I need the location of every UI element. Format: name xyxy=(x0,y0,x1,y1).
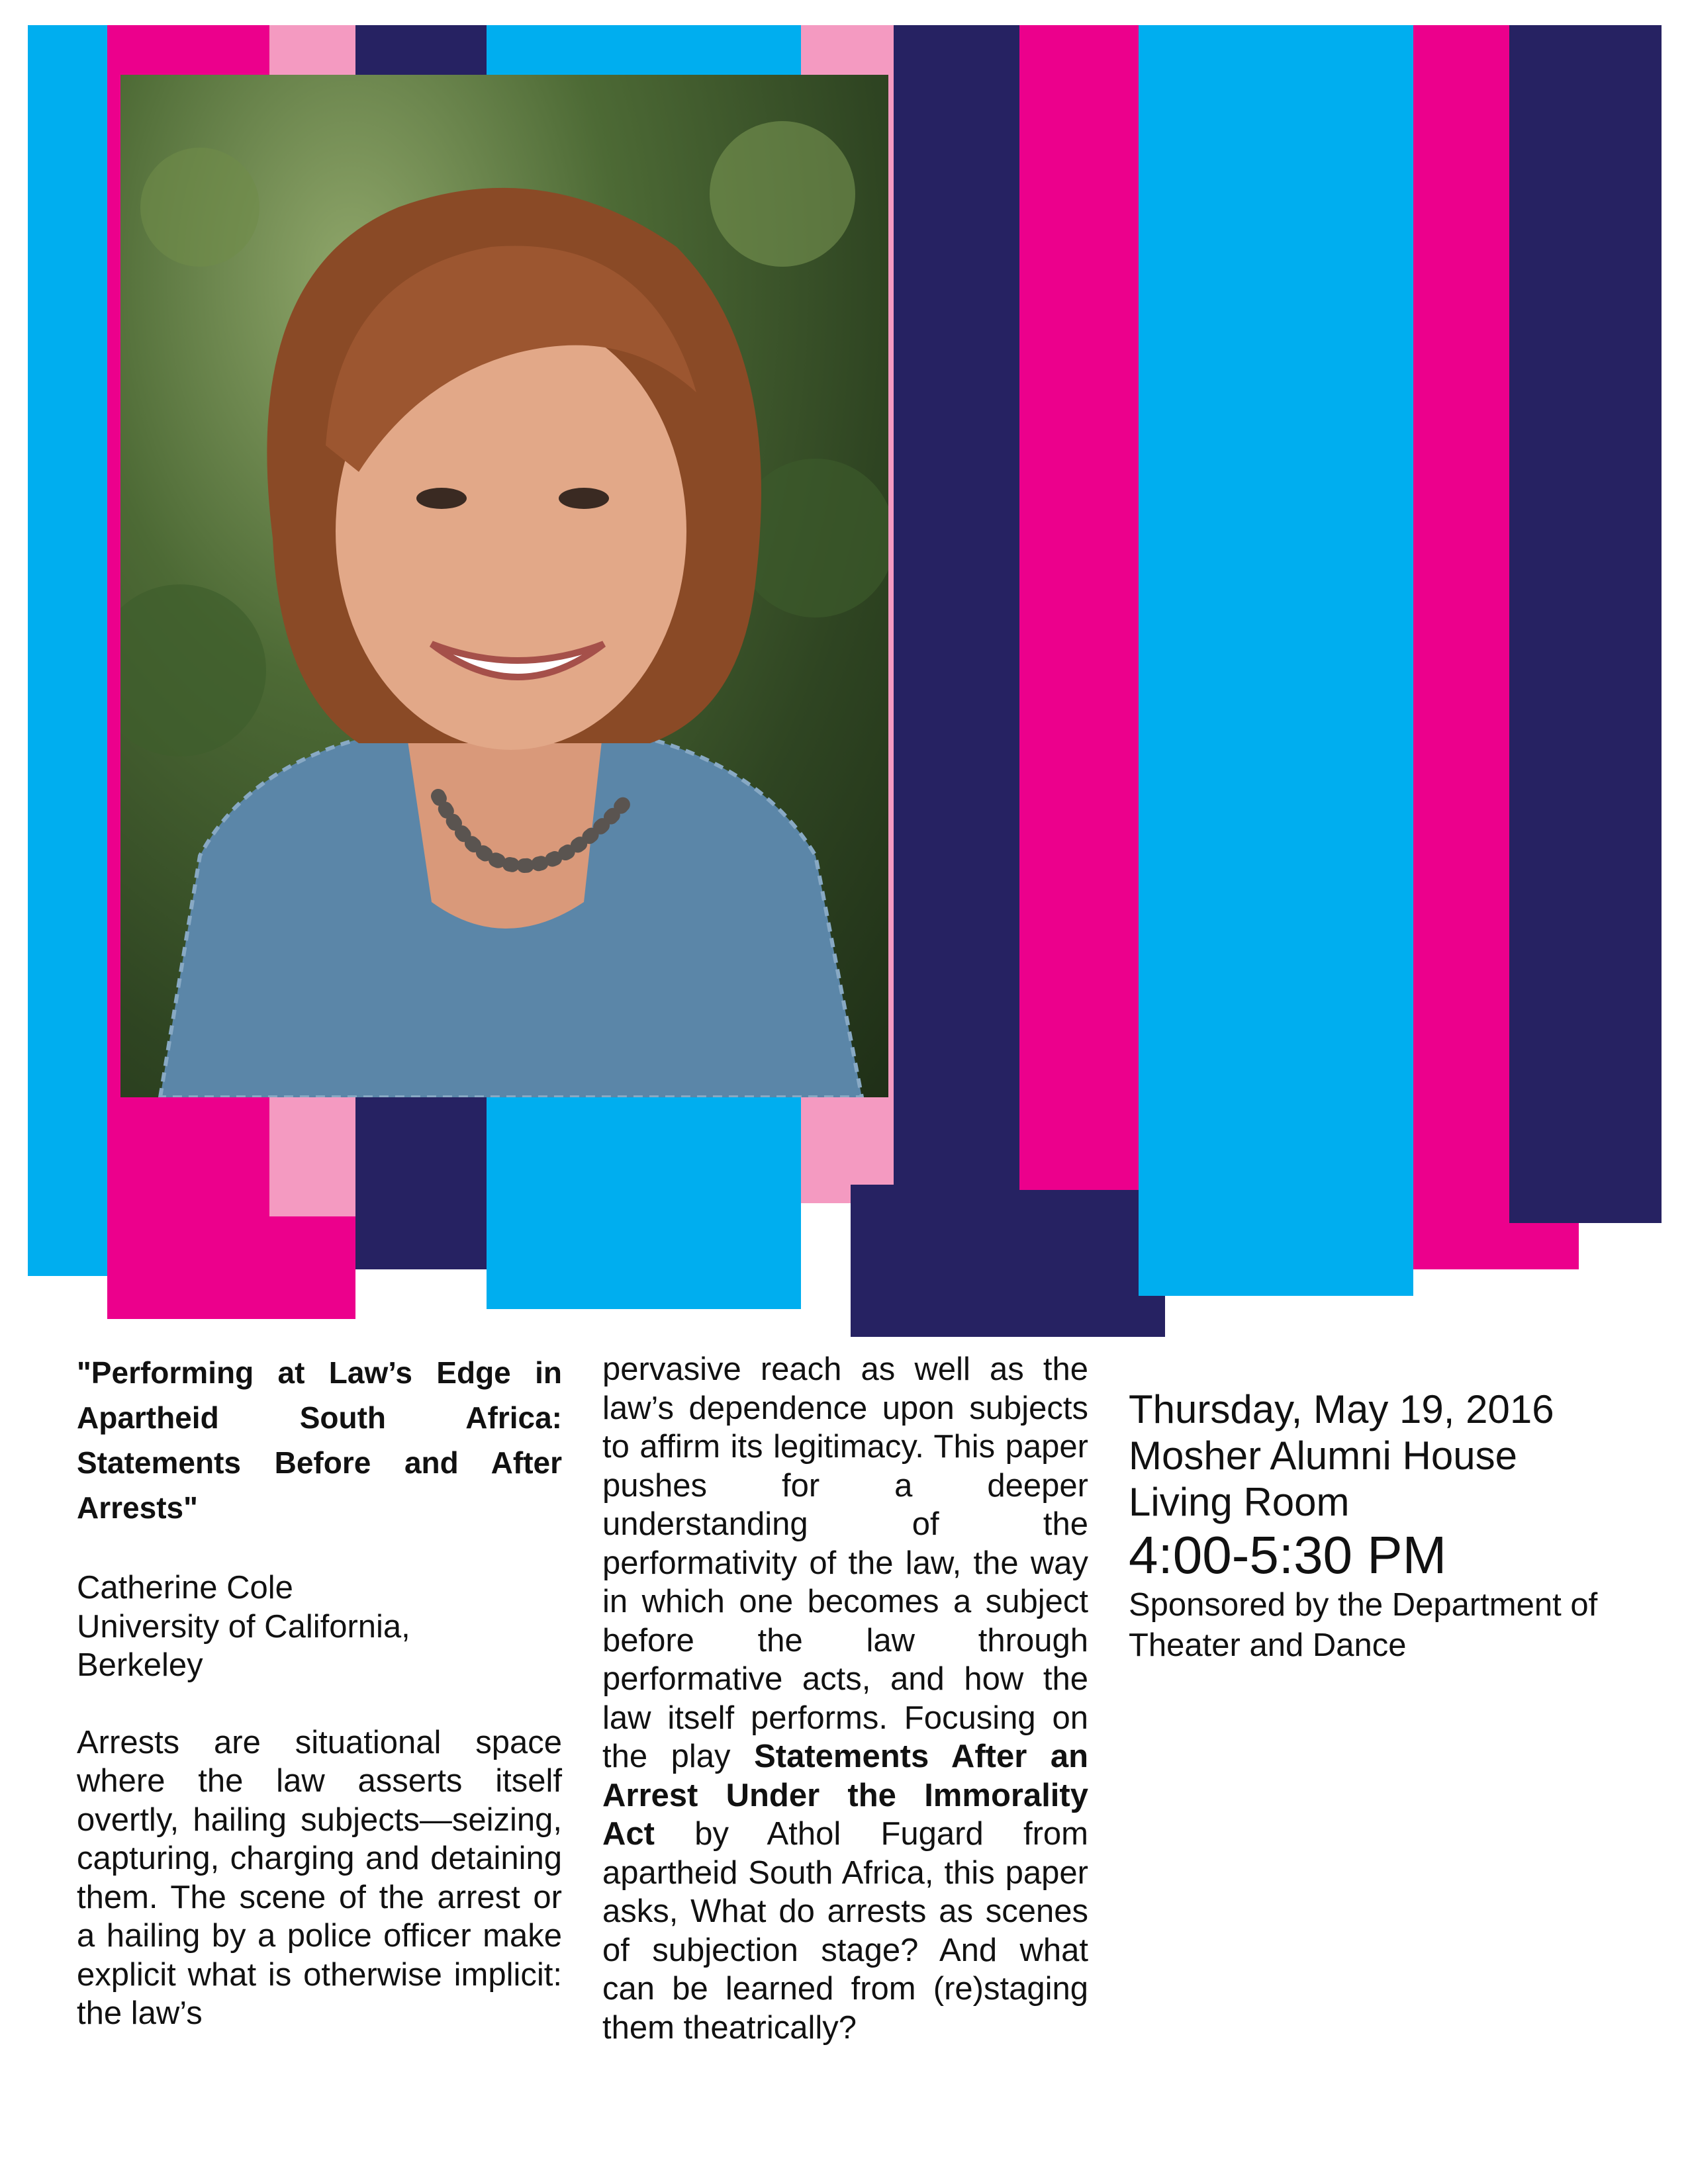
bar-navy-3 xyxy=(1509,25,1662,1223)
column-left xyxy=(77,1350,562,2033)
abstract-text-a: pervasive reach as well as the law’s dependence upon subjects to affirm its legitimacy. This paper pushes for a deeper understanding of the performativity of the law, the way in which one becomes a subject before the law through performative acts, and how the law itself performs. Focusing on the play xyxy=(602,1351,1088,1774)
abstract-part-1: Arrests are situational space where the law asserts itself overtly, hailing subjects—seizing, capturing, charging and detaining them. The scene of the arrest or a hailing by a police officer make explicit what is otherwise implicit: the law’s xyxy=(77,1724,562,2031)
play-title: Statements After an Arrest Under the Immorality Act xyxy=(602,1739,1088,1852)
column-right xyxy=(1129,1387,1632,1666)
bar-cyan-3 xyxy=(1139,25,1413,1296)
event-date: Thursday, May 19, 2016 xyxy=(1129,1387,1554,1432)
bar-navy-2b xyxy=(851,1185,1165,1337)
event-venue: Mosher Alumni House xyxy=(1129,1433,1517,1478)
bar-navy-2 xyxy=(894,25,1019,1337)
speaker-affiliation: University of California, xyxy=(77,1608,410,1645)
event-room: Living Room xyxy=(1129,1480,1350,1524)
bar-magenta-2 xyxy=(1019,25,1139,1190)
abstract-text-b: by Athol Fugard from apartheid South Africa, this paper asks, What do arrests as scenes of subjection stage? And what can be learned from (re)staging them theatrically? xyxy=(602,1816,1088,2046)
speaker-photo xyxy=(120,75,888,1097)
talk-title: "Performing at Law’s Edge in Apartheid South Africa: Statements Before and After Arrests" xyxy=(77,1355,562,1525)
bar-cyan-1 xyxy=(28,25,107,1276)
sponsor-text: Sponsored by the Department of Theater and Dance xyxy=(1129,1587,1598,1663)
speaker-name: Catherine Cole xyxy=(77,1570,293,1606)
column-middle xyxy=(602,1350,1088,2047)
bar-magenta-1b xyxy=(269,1216,355,1319)
event-time: 4:00-5:30 PM xyxy=(1129,1525,1447,1584)
portrait-icon xyxy=(120,75,888,1097)
speaker-affiliation-city: Berkeley xyxy=(77,1647,203,1683)
abstract-part-2 xyxy=(602,1350,1088,2047)
